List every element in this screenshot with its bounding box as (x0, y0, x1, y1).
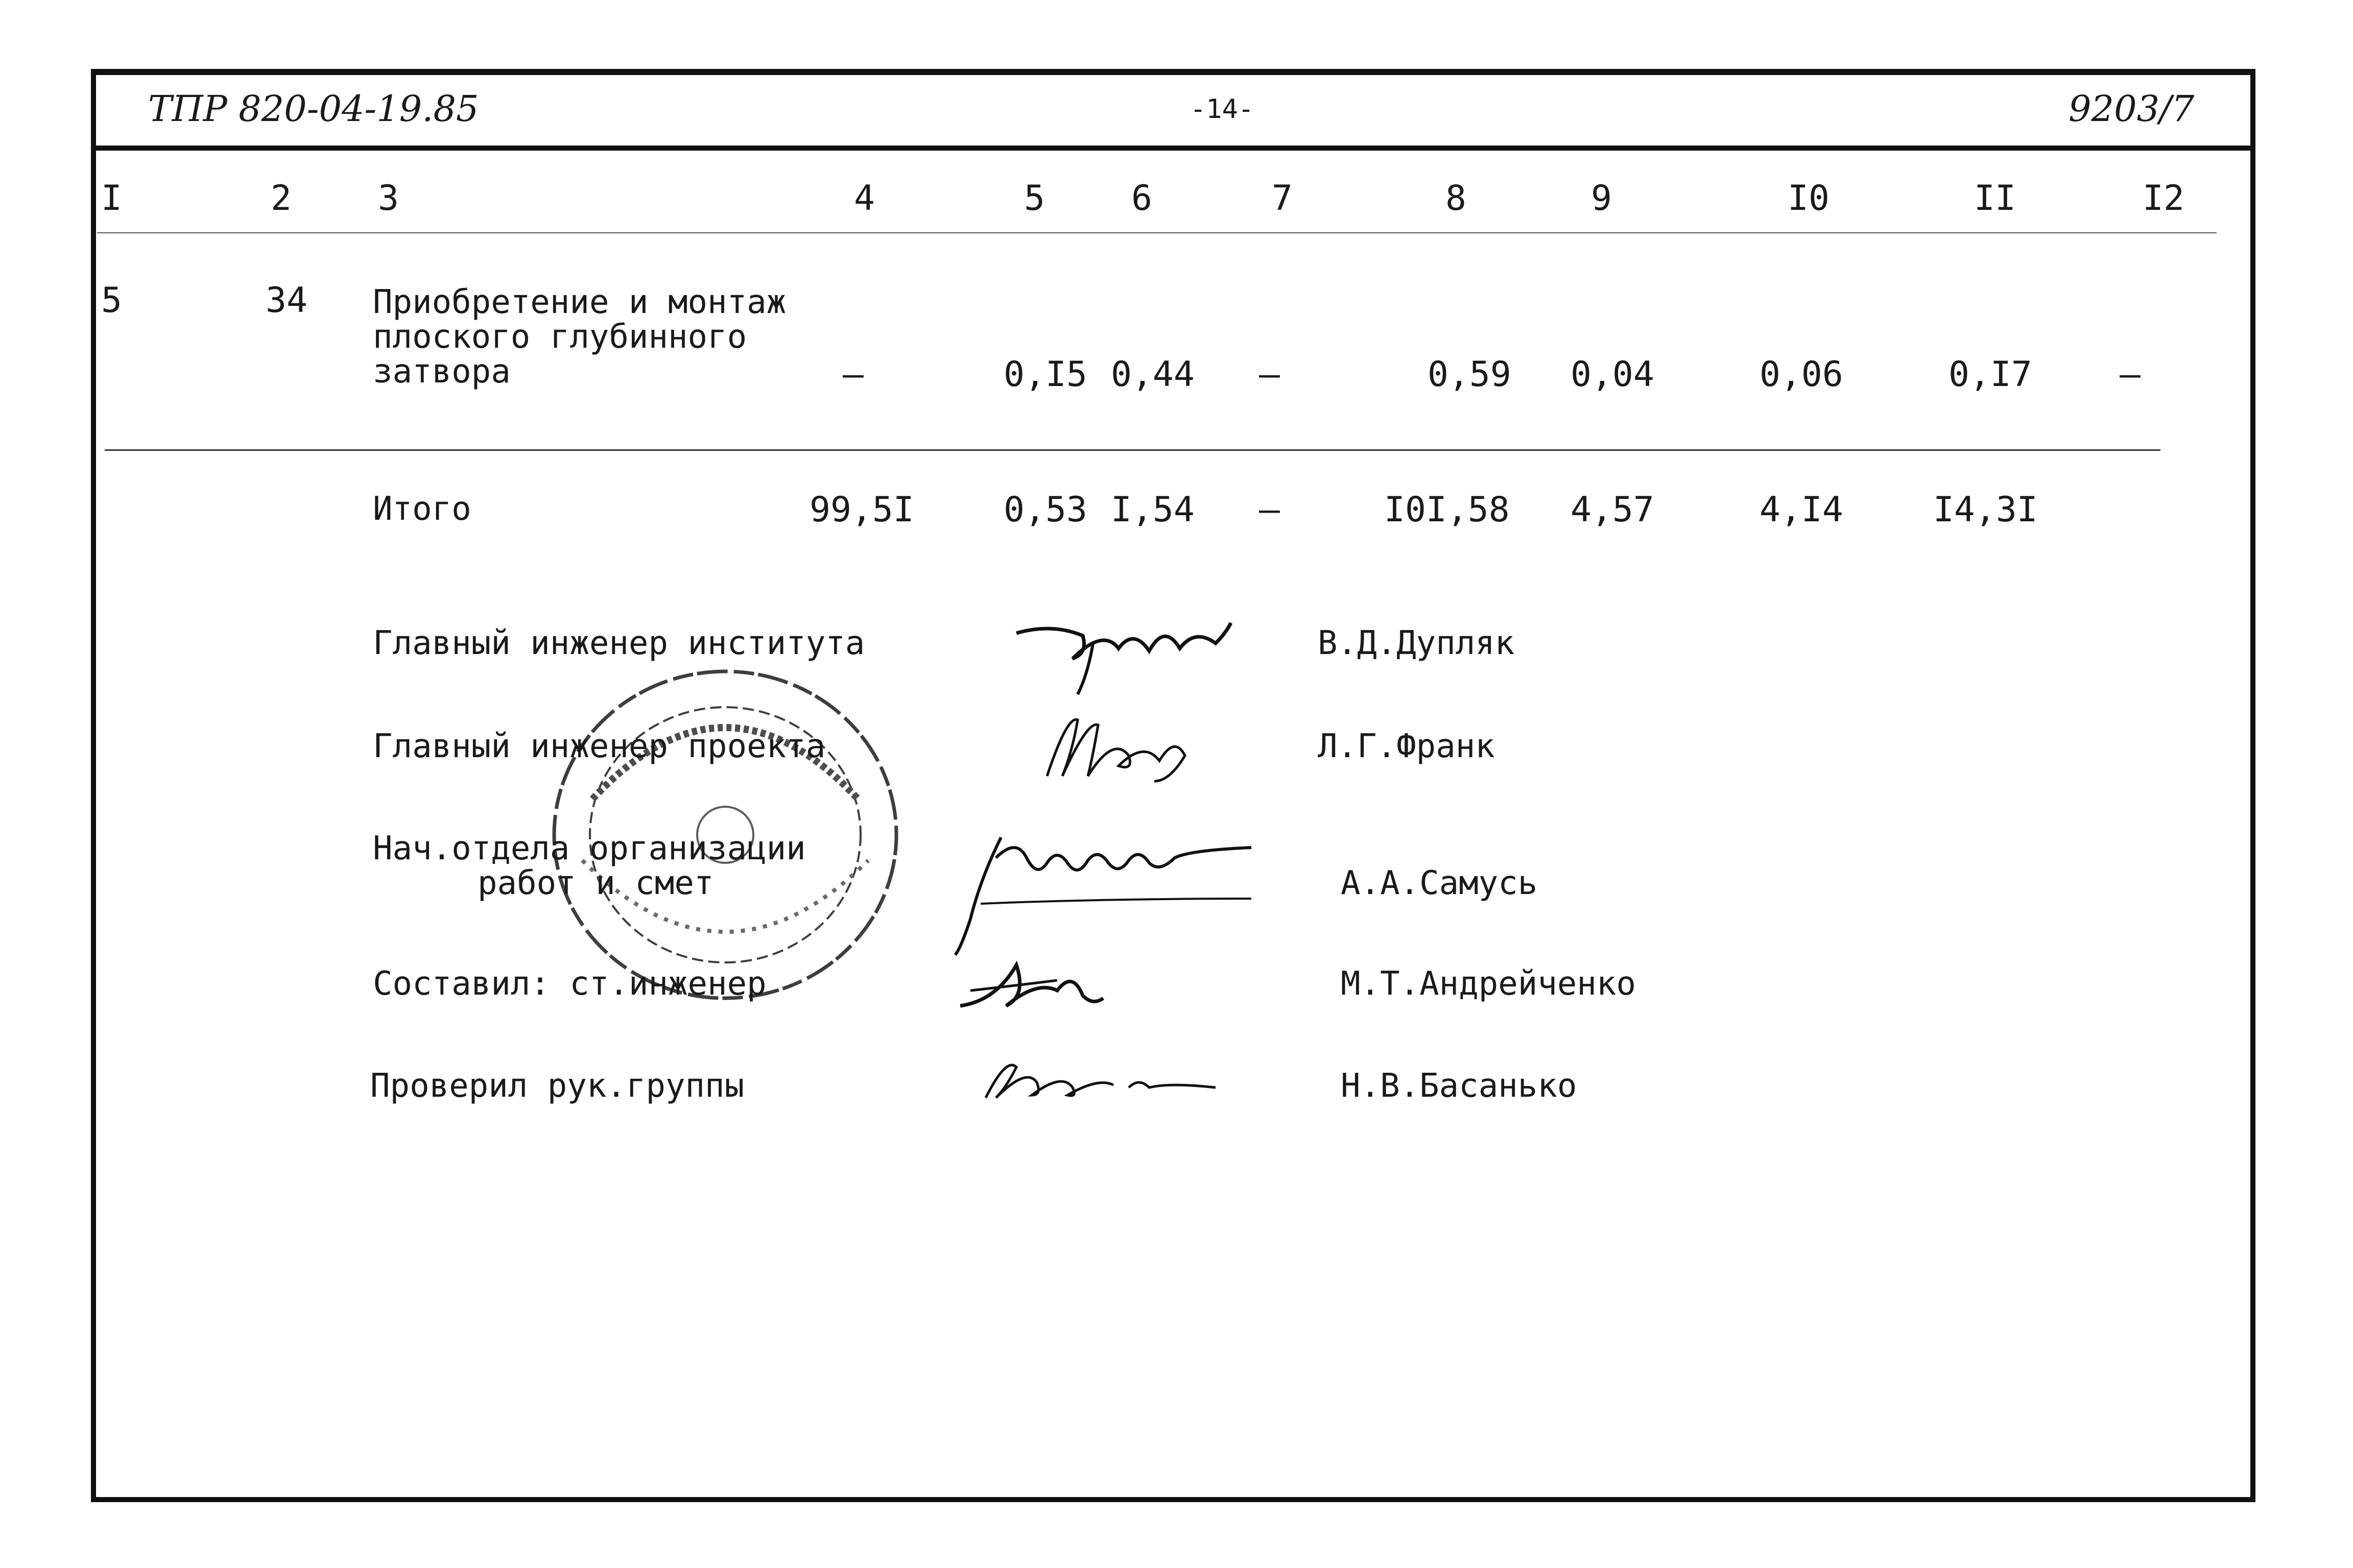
sheet-code: 9203/7 (2069, 88, 2195, 130)
signature-andreychenko (955, 950, 1108, 1021)
col-header-9: 9 (1591, 178, 1612, 219)
col-header-2: 2 (271, 178, 292, 219)
row-col8: 0,59 (1428, 354, 1511, 395)
total-col5: 0,53 (1004, 490, 1087, 530)
row-col5: 0,I5 (1004, 354, 1087, 395)
total-col8: I0I,58 (1384, 490, 1510, 530)
sign-name-basanko: Н.В.Басанько (1341, 1067, 1577, 1105)
sign-title-chief-engineer-institute: Главный инженер института (373, 624, 865, 662)
col-header-8: 8 (1445, 178, 1466, 219)
row-col6: 0,44 (1111, 354, 1195, 395)
col-header-5: 5 (1024, 178, 1045, 219)
sign-name-dupliak: В.Д.Дупляк (1318, 624, 1515, 662)
row-col2: 34 (266, 280, 307, 321)
page-number: -14- (1190, 94, 1254, 125)
col-header-6: 6 (1131, 178, 1152, 219)
column-header-rule (97, 232, 2217, 233)
col-header-10: I0 (1788, 178, 1829, 219)
sign-title-checked-by: Проверил рук.группы (370, 1067, 745, 1105)
total-label: Итого (373, 490, 471, 528)
total-col9: 4,57 (1571, 490, 1654, 530)
row-col9: 0,04 (1571, 354, 1654, 395)
row-col1: 5 (101, 280, 122, 321)
sign-title-head-department-line1: Нач.отдела организации (373, 830, 806, 867)
sign-name-samus: А.А.Самусь (1341, 864, 1538, 902)
sign-title-chief-engineer-project: Главный инженер проекта (373, 728, 826, 765)
col-header-12: I2 (2143, 178, 2184, 219)
signature-samus (950, 827, 1267, 960)
row-description-line1: Приобретение и монтаж (373, 283, 787, 321)
col-header-11: II (1974, 178, 2016, 219)
col-header-4: 4 (854, 178, 875, 219)
sign-name-frank: Л.Г.Франк (1318, 728, 1495, 765)
total-col4: 99,5I (810, 490, 914, 530)
row-col10: 0,06 (1760, 354, 1843, 395)
col-header-7: 7 (1272, 178, 1293, 219)
signature-frank (1032, 705, 1200, 786)
signature-basanko (976, 1047, 1221, 1113)
total-col11: I4,3I (1933, 490, 2038, 530)
total-col10: 4,I4 (1760, 490, 1843, 530)
total-col7: – (1259, 490, 1280, 530)
col-header-1: I (101, 178, 122, 219)
row-col4: – (843, 354, 864, 395)
row-description-line2: плоского глубинного (373, 318, 747, 356)
row-col12: – (2120, 354, 2141, 395)
row-col11: 0,I7 (1948, 354, 2032, 395)
doc-code: ТПР 820-04-19.85 (148, 88, 479, 130)
sign-title-compiled-by: Составил: ст.инженер (373, 965, 767, 1003)
header-divider (96, 146, 2251, 151)
sign-name-andreychenko: М.Т.Андрейченко (1341, 965, 1636, 1003)
total-separator (105, 449, 2160, 451)
total-col6: I,54 (1111, 490, 1195, 530)
col-header-3: 3 (378, 178, 399, 219)
signature-dupliak (1011, 613, 1246, 699)
row-description-line3: затвора (373, 353, 511, 391)
sign-title-head-department-line2: работ и смет (478, 864, 714, 902)
row-col7: – (1259, 354, 1280, 395)
